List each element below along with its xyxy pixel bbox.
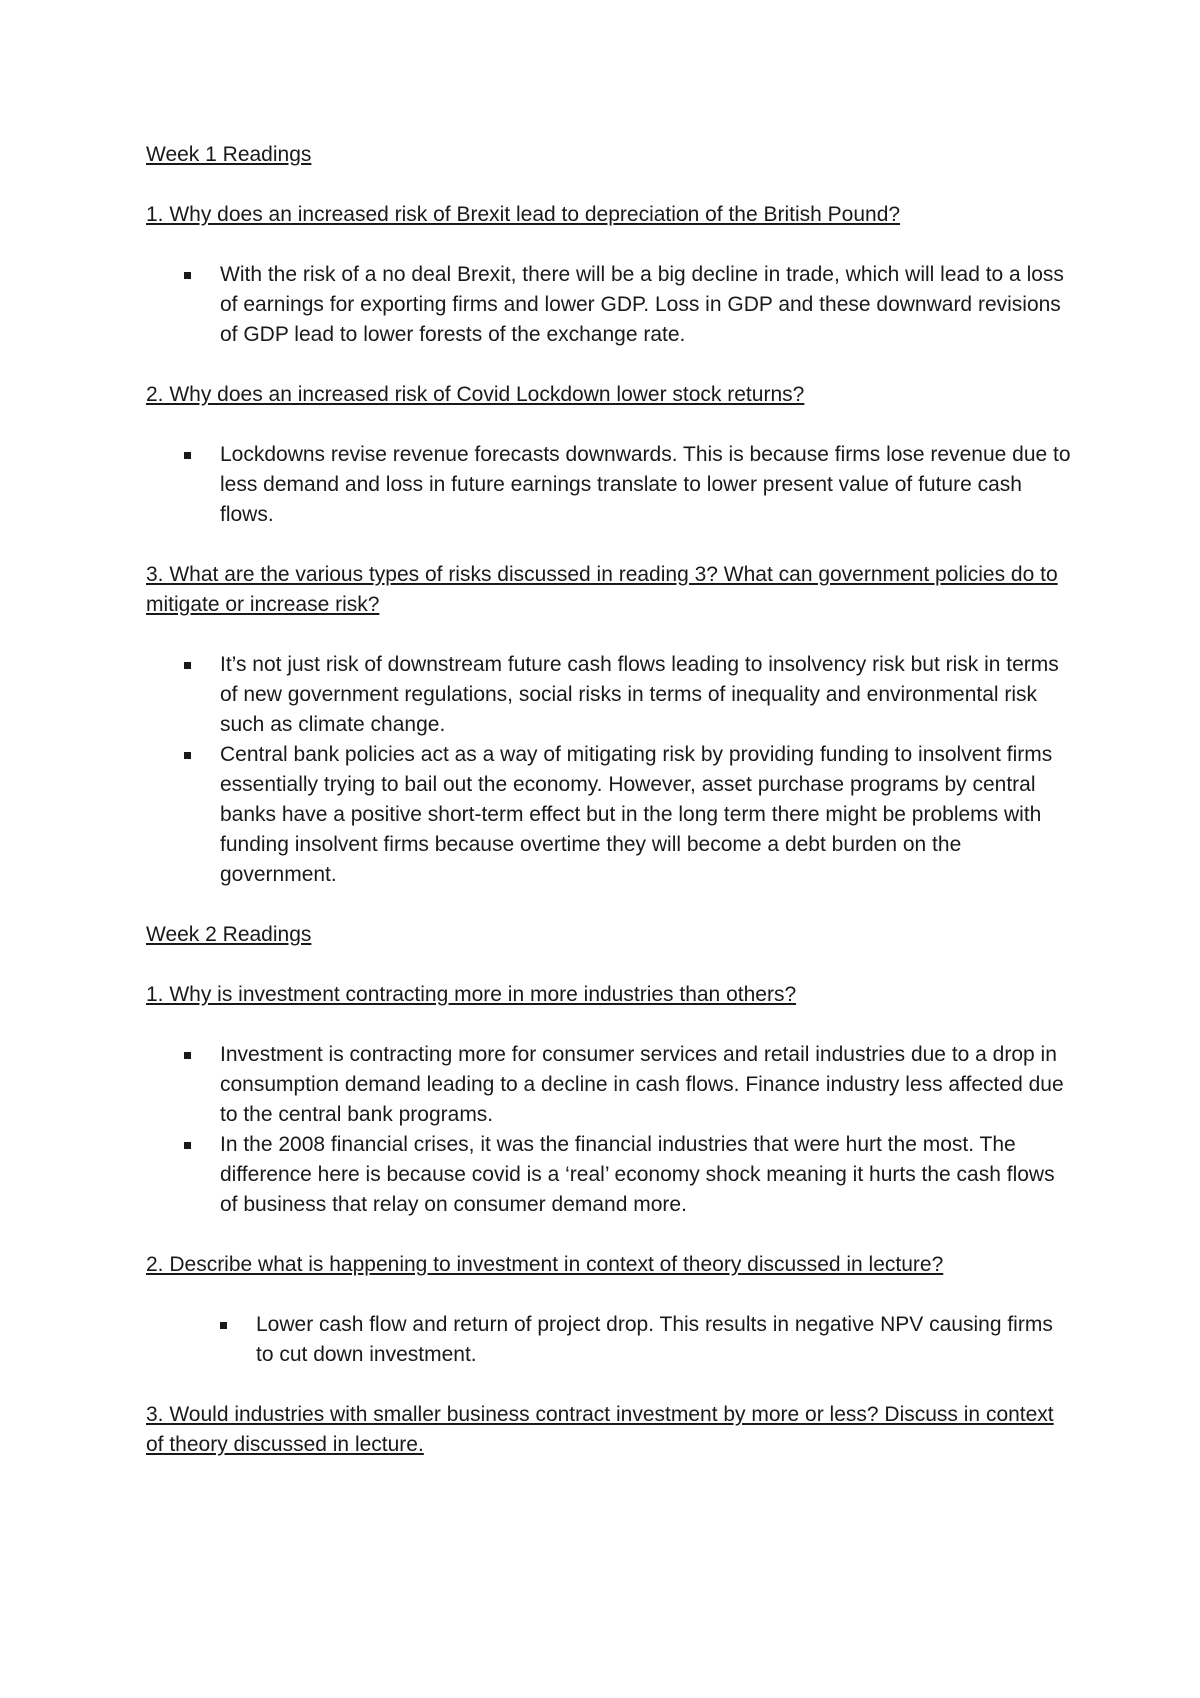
list-item [146, 650, 1076, 740]
week-1-question-1: 1. Why does an increased risk of Brexit lead to depreciation of the British Pound? [146, 203, 901, 226]
list-item [146, 1310, 1076, 1370]
week-1-answers-1 [146, 260, 1076, 350]
week-1-heading: Week 1 Readings [146, 143, 312, 166]
square-bullet-icon [184, 662, 191, 669]
square-bullet-icon [220, 1322, 227, 1329]
week-1-answers-2 [146, 440, 1076, 530]
square-bullet-icon [184, 1142, 191, 1149]
answer-text: Lockdowns revise revenue forecasts downwards. This is because firms lose revenue due to less demand and loss in future earnings translate to lower present value of future cash flows. [220, 443, 1071, 526]
answer-text: It’s not just risk of downstream future cash flows leading to insolvency risk but risk in terms of new government regulations, social risks in terms of inequality and environmental risk such as climate change. [220, 653, 1059, 736]
list-item [146, 260, 1076, 350]
week-2-question-1: 1. Why is investment contracting more in more industries than others? [146, 983, 797, 1006]
list-item [146, 1040, 1076, 1130]
week-1-answers-3 [146, 650, 1076, 890]
answer-text: Lower cash flow and return of project drop. This results in negative NPV causing firms to cut down investment. [256, 1313, 1053, 1366]
square-bullet-icon [184, 272, 191, 279]
week-2-question-2: 2. Describe what is happening to investment in context of theory discussed in lecture? [146, 1253, 944, 1276]
week-2-answers-2 [146, 1310, 1076, 1370]
week-2-answers-1 [146, 1040, 1076, 1220]
list-item [146, 440, 1076, 530]
answer-text: With the risk of a no deal Brexit, there will be a big decline in trade, which will lead to a loss of earnings for exporting firms and lower GDP. Loss in GDP and these downward revisions of GDP lead to lower forests of the exchange rate. [220, 263, 1064, 346]
document-page [146, 140, 1076, 1490]
week-2-question-3: 3. Would industries with smaller business contract investment by more or less? Discuss in context of theory discussed in lecture. [146, 1403, 1054, 1456]
answer-text: In the 2008 financial crises, it was the financial industries that were hurt the most. The difference here is because covid is a ‘real’ economy shock meaning it hurts the cash flows of business that relay on consumer demand more. [220, 1133, 1055, 1216]
answer-text: Investment is contracting more for consumer services and retail industries due to a drop in consumption demand leading to a decline in cash flows. Finance industry less affected due to the central bank programs. [220, 1043, 1064, 1126]
answer-text: Central bank policies act as a way of mitigating risk by providing funding to insolvent firms essentially trying to bail out the economy. However, asset purchase programs by central banks have a positive short-term effect but in the long term there might be problems with funding insolvent firms because overtime they will become a debt burden on the government. [220, 743, 1053, 886]
week-1-question-3: 3. What are the various types of risks discussed in reading 3? What can government policies do to mitigate or increase risk? [146, 563, 1058, 616]
square-bullet-icon [184, 452, 191, 459]
list-item [146, 1130, 1076, 1220]
square-bullet-icon [184, 1052, 191, 1059]
week-2-heading: Week 2 Readings [146, 923, 312, 946]
list-item [146, 740, 1076, 890]
week-1-question-2: 2. Why does an increased risk of Covid Lockdown lower stock returns? [146, 383, 805, 406]
square-bullet-icon [184, 752, 191, 759]
